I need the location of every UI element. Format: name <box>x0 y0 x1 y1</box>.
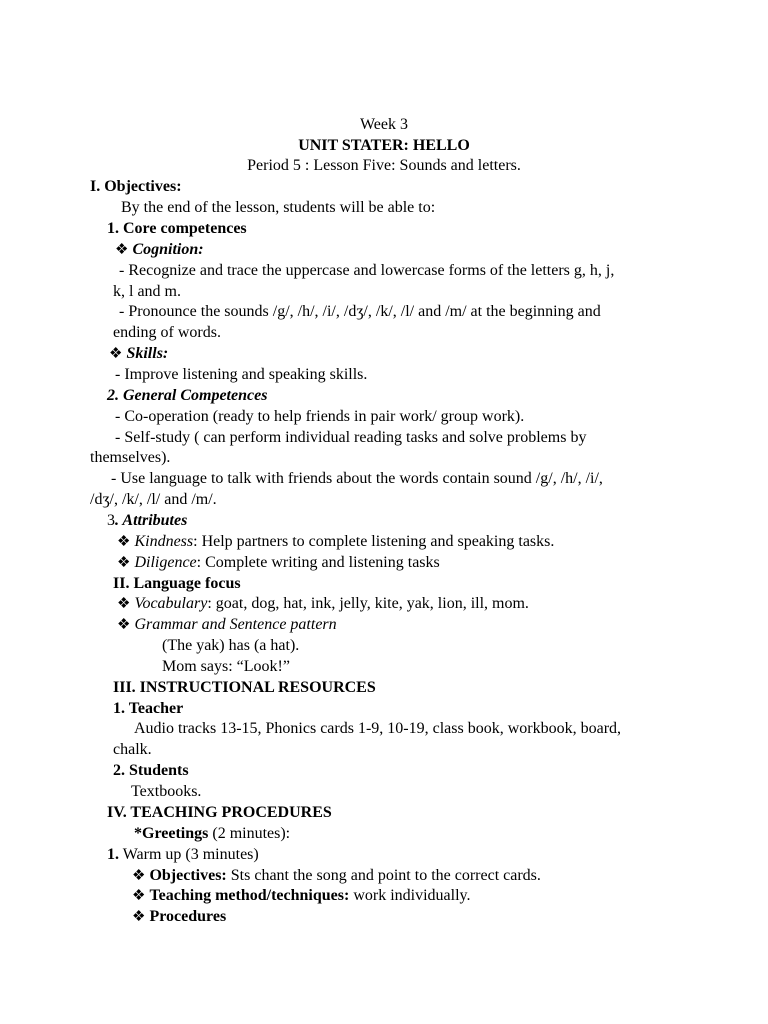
kindness-text: : Help partners to complete listening and speaking tasks. <box>193 533 555 550</box>
vocabulary-label: Vocabulary <box>134 595 208 612</box>
greetings-text: (2 minutes): <box>208 825 291 842</box>
grammar-line <box>117 615 337 635</box>
kindness-label: Kindness <box>134 533 194 550</box>
general-item-3-cont: /dʒ/, /k/, /l/ and /m/. <box>90 491 217 508</box>
greetings-line <box>134 824 290 844</box>
diamond-bullet-icon: ❖ <box>117 555 131 571</box>
teacher-item: Audio tracks 13-15, Phonics cards 1-9, 10-19, class book, workbook, board, <box>134 720 622 737</box>
attributes-label: . Attributes <box>115 512 188 529</box>
diamond-bullet-icon: ❖ <box>132 868 146 884</box>
students-heading: 2. Students <box>113 762 189 779</box>
unit-title: UNIT STATER: HELLO <box>298 137 470 154</box>
procedures-label: Procedures <box>149 908 227 925</box>
cognition-item-1-cont: k, l and m. <box>113 283 181 300</box>
kindness-line <box>117 532 554 552</box>
vocabulary-text: : goat, dog, hat, ink, jelly, kite, yak, lion, ill, mom. <box>207 595 529 612</box>
diligence-line <box>117 553 440 573</box>
cognition-line <box>115 240 204 260</box>
skills-item: - Improve listening and speaking skills. <box>115 366 368 383</box>
diamond-bullet-icon: ❖ <box>132 888 146 904</box>
diamond-bullet-icon: ❖ <box>117 534 131 550</box>
warmup-text: Warm up (3 minutes) <box>119 846 259 863</box>
period-title: Period 5 : Lesson Five: Sounds and letters. <box>247 157 521 174</box>
teacher-heading: 1. Teacher <box>113 700 184 717</box>
diamond-bullet-icon: ❖ <box>117 596 131 612</box>
diamond-bullet-icon: ❖ <box>109 346 123 362</box>
teacher-item-cont: chalk. <box>113 741 152 758</box>
resources-heading: III. INSTRUCTIONAL RESOURCES <box>113 679 376 696</box>
warmup-objectives-label: Objectives: <box>149 867 227 884</box>
skills-line <box>109 344 168 364</box>
general-item-2: - Self-study ( can perform individual reading tasks and solve problems by <box>115 429 587 446</box>
cognition-item-2-cont: ending of words. <box>113 324 221 341</box>
cognition-item-2: - Pronounce the sounds /g/, /h/, /i/, /dʒ/, /k/, /l/ and /m/ at the beginning and <box>119 303 601 320</box>
teaching-method-text: work individually. <box>349 887 471 904</box>
general-competences-heading: 2. General Competences <box>107 387 268 404</box>
attributes-number: 3 <box>107 512 115 529</box>
diligence-text: : Complete writing and listening tasks <box>196 554 440 571</box>
objectives-intro: By the end of the lesson, students will be able to: <box>121 199 436 216</box>
language-focus-heading: II. Language focus <box>113 575 241 592</box>
diligence-label: Diligence <box>134 554 197 571</box>
grammar-label: Grammar and Sentence pattern <box>134 616 337 633</box>
diamond-bullet-icon: ❖ <box>132 909 146 925</box>
skills-label: Skills: <box>126 345 169 362</box>
pattern-1: (The yak) has (a hat). <box>162 637 300 654</box>
warmup-number: 1. <box>107 846 119 863</box>
teaching-method-line <box>132 886 471 906</box>
general-item-1: - Co-operation (ready to help friends in pair work/ group work). <box>115 408 525 425</box>
warmup-objectives-line <box>132 866 541 886</box>
cognition-item-1: - Recognize and trace the uppercase and lowercase forms of the letters g, h, j, <box>119 262 615 279</box>
warmup-line <box>107 845 259 865</box>
diamond-bullet-icon: ❖ <box>117 617 131 633</box>
diamond-bullet-icon: ❖ <box>115 242 129 258</box>
cognition-label: Cognition: <box>132 241 204 258</box>
procedures-line <box>132 907 226 927</box>
pattern-2: Mom says: “Look!” <box>162 658 290 675</box>
attributes-heading <box>107 511 187 531</box>
teaching-method-label: Teaching method/techniques: <box>149 887 350 904</box>
vocabulary-line <box>117 594 529 614</box>
procedures-heading: IV. TEACHING PROCEDURES <box>107 804 332 821</box>
students-item: Textbooks. <box>131 783 202 800</box>
week-title: Week 3 <box>359 116 409 133</box>
objectives-heading: I. Objectives: <box>90 178 182 195</box>
greetings-label: *Greetings <box>134 825 209 842</box>
general-item-3: - Use language to talk with friends about the words contain sound /g/, /h/, /i/, <box>111 470 603 487</box>
general-item-2-cont: themselves). <box>90 449 171 466</box>
core-competences-heading: 1. Core competences <box>107 220 247 237</box>
warmup-objectives-text: Sts chant the song and point to the correct cards. <box>226 867 541 884</box>
